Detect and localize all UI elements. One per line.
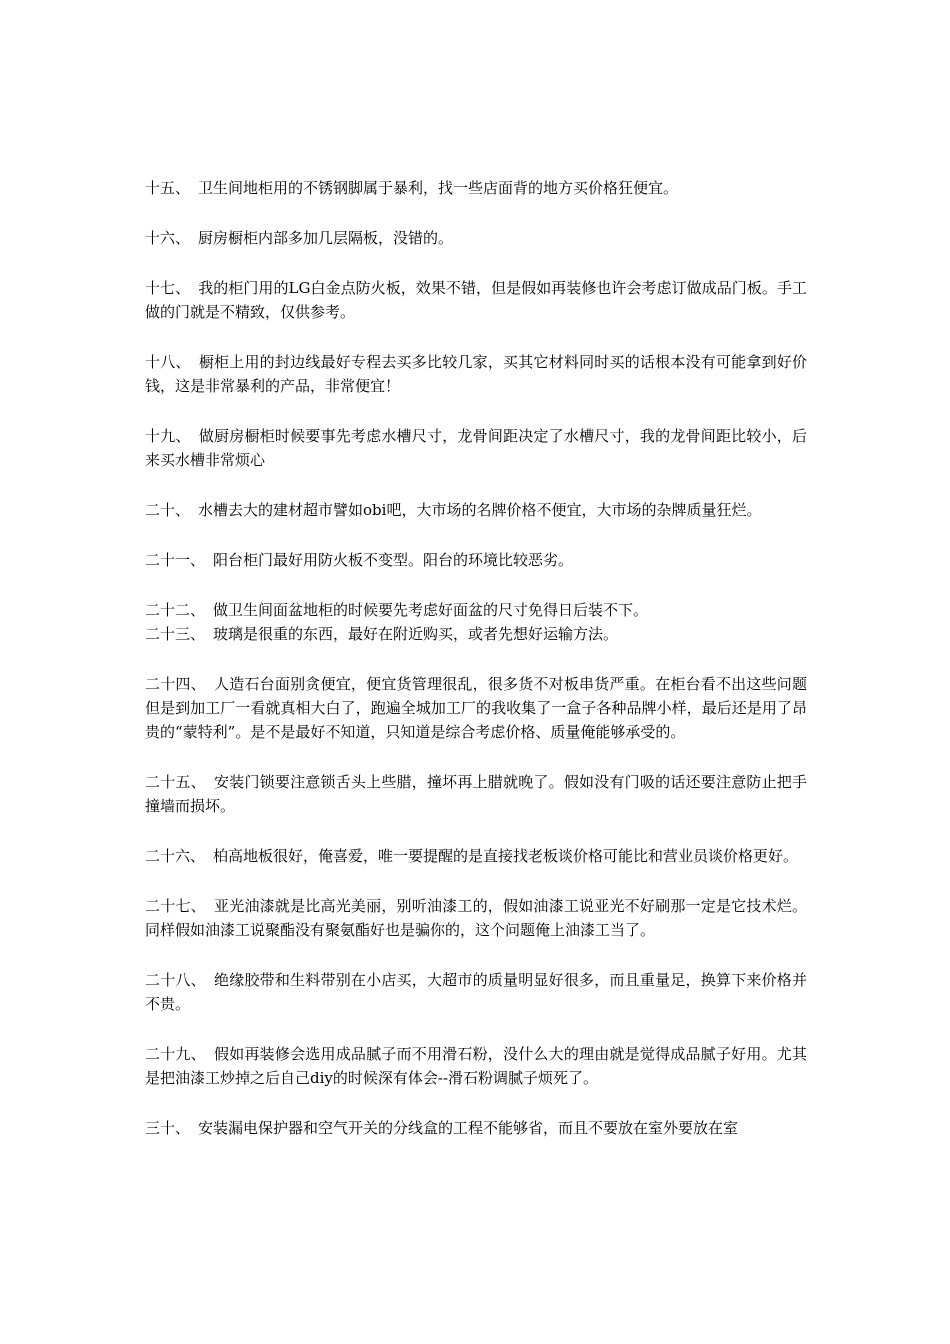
item-number: 二十五、 [145, 773, 206, 791]
item-text: 人造石台面别贪便宜，便宜货管理很乱，很多货不对板串货严重。在柜台看不出这些问题但是到加工厂一看就真相大白了，跑遍全城加工厂的我收集了一盒子各种品牌小样，最后还是用了昂贵的“蒙特利”。是不是最好不知道，只知道是综合考虑价格、质量俺能够承受的。 [145, 675, 807, 741]
item-text: 亚光油漆就是比高光美丽，别听油漆工的，假如油漆工说亚光不好刷那一定是它技术烂。同样假如油漆工说聚酯没有聚氨酯好也是骗你的，这个问题俺上油漆工当了。 [145, 897, 807, 939]
item-number: 十九、 [145, 427, 191, 445]
item-number: 二十八、 [145, 971, 206, 989]
item-text: 厨房橱柜内部多加几层隔板，没错的。 [198, 229, 454, 247]
list-item [145, 1042, 807, 1090]
item-number: 三十、 [145, 1119, 191, 1137]
item-number: 二十七、 [145, 897, 206, 915]
list-item [145, 598, 807, 622]
item-text: 我的柜门用的LG白金点防火板，效果不错，但是假如再装修也许会考虑订做成品门板。手工做的门就是不精致，仅供参考。 [145, 279, 807, 321]
item-text: 水槽去大的建材超市譬如obi吧，大市场的名牌价格不便宜，大市场的杂牌质量狂烂。 [198, 501, 762, 519]
item-text: 做厨房橱柜时候要事先考虑水槽尺寸，龙骨间距决定了水槽尺寸，我的龙骨间距比较小，后来买水槽非常烦心 [145, 427, 807, 469]
item-number: 十八、 [145, 353, 191, 371]
list-item [145, 770, 807, 818]
item-text: 做卫生间面盆地柜的时候要先考虑好面盆的尺寸免得日后装不下。 [213, 601, 649, 619]
list-item [145, 176, 807, 200]
item-text: 安装门锁要注意锁舌头上些腊，撞坏再上腊就晚了。假如没有门吸的话还要注意防止把手撞墙而损坏。 [145, 773, 807, 815]
item-number: 二十九、 [145, 1045, 206, 1063]
item-text: 玻璃是很重的东西，最好在附近购买，或者先想好运输方法。 [213, 625, 619, 643]
item-number: 二十六、 [145, 847, 206, 865]
item-number: 二十二、 [145, 601, 206, 619]
item-text: 安装漏电保护器和空气开关的分线盒的工程不能够省，而且不要放在室外要放在室 [198, 1119, 739, 1137]
item-text: 橱柜上用的封边线最好专程去买多比较几家，买其它材料同时买的话根本没有可能拿到好价钱，这是非常暴利的产品，非常便宜！ [145, 353, 807, 395]
list-item [145, 548, 807, 572]
item-number: 十七、 [145, 279, 191, 297]
list-item [145, 622, 807, 646]
list-item [145, 844, 807, 868]
item-text: 假如再装修会选用成品腻子而不用滑石粉，没什么大的理由就是觉得成品腻子好用。尤其是把油漆工炒掉之后自己diy的时候深有体会--滑石粉调腻子烦死了。 [145, 1045, 807, 1087]
list-item [145, 276, 807, 324]
list-item [145, 498, 807, 522]
item-number: 二十一、 [145, 551, 206, 569]
list-item [145, 968, 807, 1016]
item-number: 十六、 [145, 229, 191, 247]
item-number: 二十、 [145, 501, 191, 519]
item-number: 二十四、 [145, 675, 206, 693]
list-item [145, 424, 807, 472]
list-item [145, 894, 807, 942]
item-text: 绝缘胶带和生料带别在小店买，大超市的质量明显好很多，而且重量足，换算下来价格并不贵。 [145, 971, 807, 1013]
item-text: 卫生间地柜用的不锈钢脚属于暴利，找一些店面背的地方买价格狂便宜。 [198, 179, 679, 197]
list-item [145, 672, 807, 744]
list-item [145, 226, 807, 250]
list-item [145, 350, 807, 398]
item-number: 十五、 [145, 179, 191, 197]
item-text: 柏高地板很好，俺喜爱，唯一要提醒的是直接找老板谈价格可能比和营业员谈价格更好。 [213, 847, 799, 865]
item-number: 二十三、 [145, 625, 206, 643]
document-body [145, 176, 807, 1140]
list-item [145, 1116, 807, 1140]
item-text: 阳台柜门最好用防火板不变型。阳台的环境比较恶劣。 [213, 551, 574, 569]
